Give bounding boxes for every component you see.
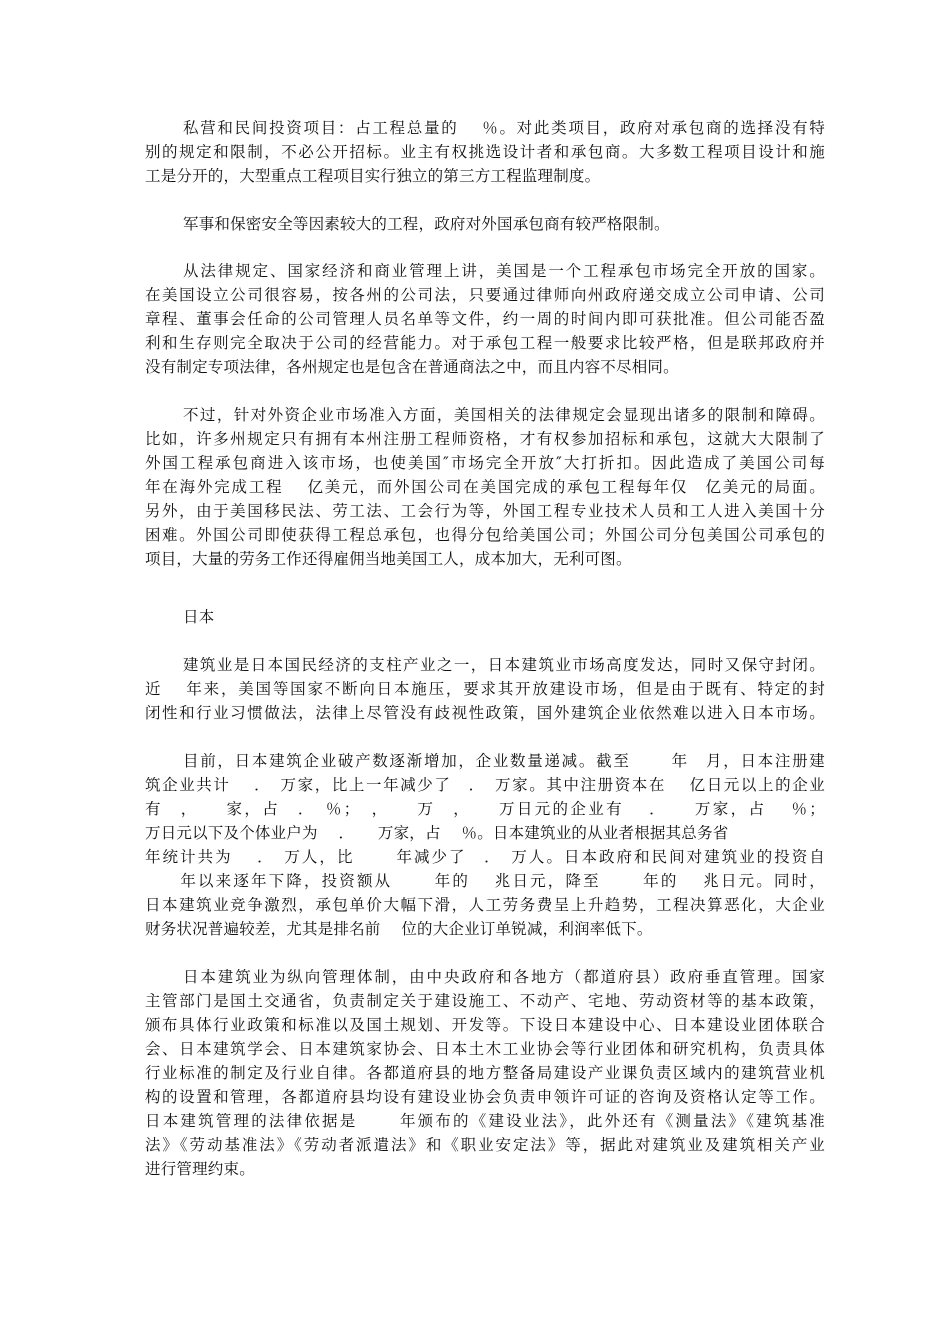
text-line: 工是分开的，大型重点工程项目实行独立的第三方工程监理制度。 <box>145 167 601 185</box>
section-heading-japan <box>145 605 825 629</box>
text-line: 外国工程承包商进入该市场，也使美国″市场完全开放″大打折扣。因此造成了美国公司每 <box>145 454 825 472</box>
text-line: 日本建筑业为纵向管理体制，由中央政府和各地方（都道府县）政府垂直管理。国家 <box>183 968 825 986</box>
text-line: 有 ， 家，占 ． ％； ， 万 ， 万日元的企业有 ． 万家，占 ％； <box>145 800 825 818</box>
text-line: 主管部门是国土交通省，负责制定关于建设施工、不动产、宅地、劳动资材等的基本政策， <box>145 992 825 1010</box>
text-line: 构的设置和管理，各都道府县均设有建设业协会负责申领许可证的咨询及资格认定等工作。 <box>145 1088 825 1106</box>
text-line: 从法律规定、国家经济和商业管理上讲，美国是一个工程承包市场完全开放的国家。 <box>183 262 825 280</box>
text-line: 筑企业共计 ． 万家，比上一年减少了 ． 万家。其中注册资本在 亿日元以上的企业 <box>145 776 825 794</box>
paragraph-japan-statistics <box>145 749 825 941</box>
text-line: 行业标准的制定及行业自律。各都道府县的地方整备局建设产业课负责区域内的建筑营业机 <box>145 1064 825 1082</box>
text-line: 财务状况普遍较差，尤其是排名前 位的大企业订单锐减，利润率低下。 <box>145 920 653 938</box>
text-line: 利和生存则完全取决于公司的经营能力。对于承包工程一般要求比较严格，但是联邦政府并 <box>145 334 825 352</box>
text-line: 军事和保密安全等因素较大的工程，政府对外国承包商有较严格限制。 <box>183 215 670 233</box>
text-line: 建筑业是日本国民经济的支柱产业之一，日本建筑业市场高度发达，同时又保守封闭。 <box>183 656 825 674</box>
text-line: 困难。外国公司即使获得工程总承包，也得分包给美国公司；外国公司分包美国公司承包的 <box>145 526 825 544</box>
text-line: 目前，日本建筑企业破产数逐渐增加，企业数量递减。截至 年 月，日本注册建 <box>183 752 825 770</box>
text-line: 别的规定和限制，不必公开招标。业主有权挑选设计者和承包商。大多数工程项目设计和施 <box>145 143 825 161</box>
text-line: 年以来逐年下降，投资额从 年的 兆日元，降至 年的 兆日元。同时， <box>145 872 825 890</box>
section-heading: 日本 <box>183 608 215 626</box>
text-line: 闭性和行业习惯做法，法律上尽管没有歧视性政策，国外建筑企业依然难以进入日本市场。 <box>145 704 825 722</box>
text-line: 进行管理约束。 <box>145 1160 255 1178</box>
text-line: 不过，针对外资企业市场准入方面，美国相关的法律规定会显现出诸多的限制和障碍。 <box>183 406 825 424</box>
text-line: 万日元以下及个体业户为 ． 万家，占 ％。日本建筑业的从业者根据其总务省 <box>145 824 729 842</box>
text-line: 日本建筑业竞争激烈，承包单价大幅下滑，人工劳务费呈上升趋势，工程决算恶化，大企业 <box>145 896 825 914</box>
paragraph-private-investment <box>145 116 825 188</box>
text-line: 法》《劳动基准法》《劳动者派遣法》和《职业安定法》等，据此对建筑业及建筑相关产业 <box>145 1136 825 1154</box>
text-line: 章程、董事会任命的公司管理人员名单等文件，约一周的时间内即可获批准。但公司能否盈 <box>145 310 825 328</box>
text-line: 颁布具体行业政策和标准以及国土规划、开发等。下设日本建设中心、日本建设业团体联合 <box>145 1016 825 1034</box>
text-line: 年统计共为 ． 万人，比 年减少了 ． 万人。日本政府和民间对建筑业的投资自 <box>145 848 825 866</box>
paragraph-japan-overview <box>145 653 825 725</box>
text-line: 比如，许多州规定只有拥有本州注册工程师资格，才有权参加招标和承包，这就大大限制了 <box>145 430 825 448</box>
paragraph-us-market-open <box>145 259 825 379</box>
paragraph-japan-management <box>145 965 825 1181</box>
paragraph-military-projects <box>145 212 825 236</box>
text-line: 近 年来，美国等国家不断向日本施压，要求其开放建设市场，但是由于既有、特定的封 <box>145 680 825 698</box>
text-line: 年在海外完成工程 亿美元，而外国公司在美国完成的承包工程每年仅 亿美元的局面。 <box>145 478 825 496</box>
text-line: 日本建筑管理的法律依据是 年颁布的《建设业法》，此外还有《测量法》《建筑基准 <box>145 1112 825 1130</box>
text-line: 项目，大量的劳务工作还得雇佣当地美国工人，成本加大，无利可图。 <box>145 550 632 568</box>
text-line: 私营和民间投资项目：占工程总量的 ％。对此类项目，政府对承包商的选择没有特 <box>183 119 825 137</box>
text-line: 没有制定专项法律，各州规定也是包含在普通商法之中，而且内容不尽相同。 <box>145 358 679 376</box>
text-line: 在美国设立公司很容易，按各州的公司法，只要通过律师向州政府递交成立公司申请、公司 <box>145 286 825 304</box>
paragraph-us-restrictions <box>145 403 825 571</box>
text-line: 另外，由于美国移民法、劳工法、工会行为等，外国工程专业技术人员和工人进入美国十分 <box>145 502 825 520</box>
text-line: 会、日本建筑学会、日本建筑家协会、日本土木工业协会等行业团体和研究机构，负责具体 <box>145 1040 825 1058</box>
